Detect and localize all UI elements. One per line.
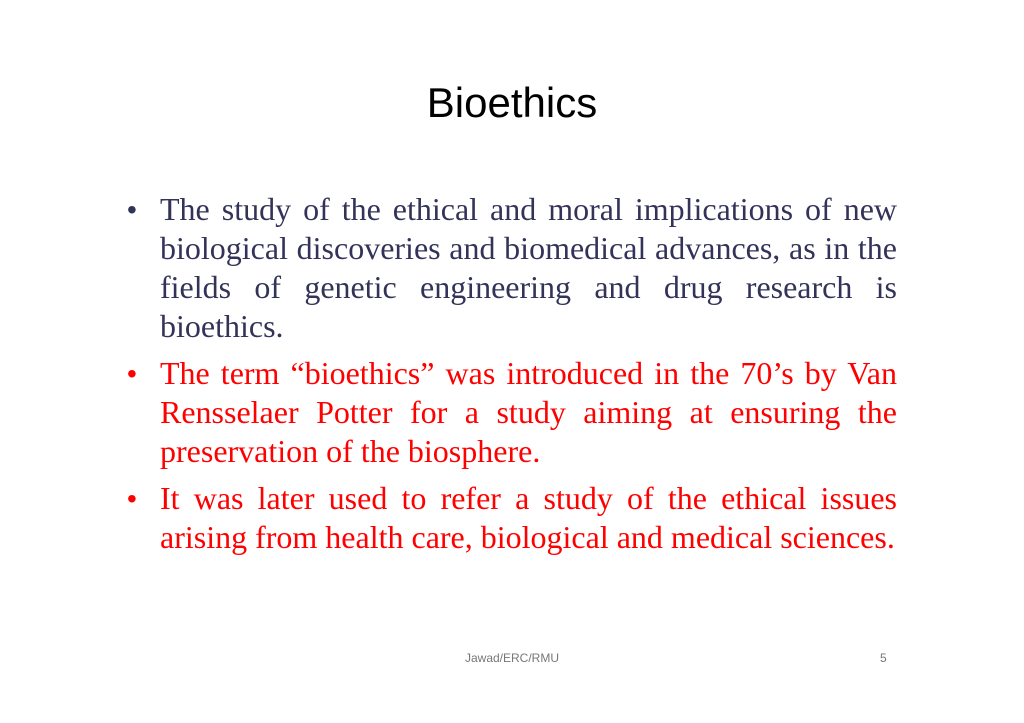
slide-footer: Jawad/ERC/RMU [464, 651, 560, 665]
bullet-item [127, 479, 897, 557]
bullet-marker: • [127, 194, 137, 225]
bullet-item [127, 190, 897, 346]
bullet-text: The study of the ethical and moral implications of new biological discoveries and biomedical advances, as in the fields of genetic engineering and drug research is bioethics. [160, 191, 897, 344]
slide-title: Bioethics [426, 79, 598, 126]
page-number: 5 [880, 651, 887, 665]
bullet-list [127, 190, 897, 565]
bullet-marker: • [127, 483, 137, 514]
bullet-marker: • [127, 358, 137, 389]
bullet-item [127, 354, 897, 471]
bullet-text: It was later used to refer a study of the ethical issues arising from health care, biological and medical sciences. [160, 480, 897, 555]
bullet-text: The term “bioethics” was introduced in the 70’s by Van Rensselaer Potter for a study aiming at ensuring the preservation of the biosphere. [160, 355, 897, 469]
